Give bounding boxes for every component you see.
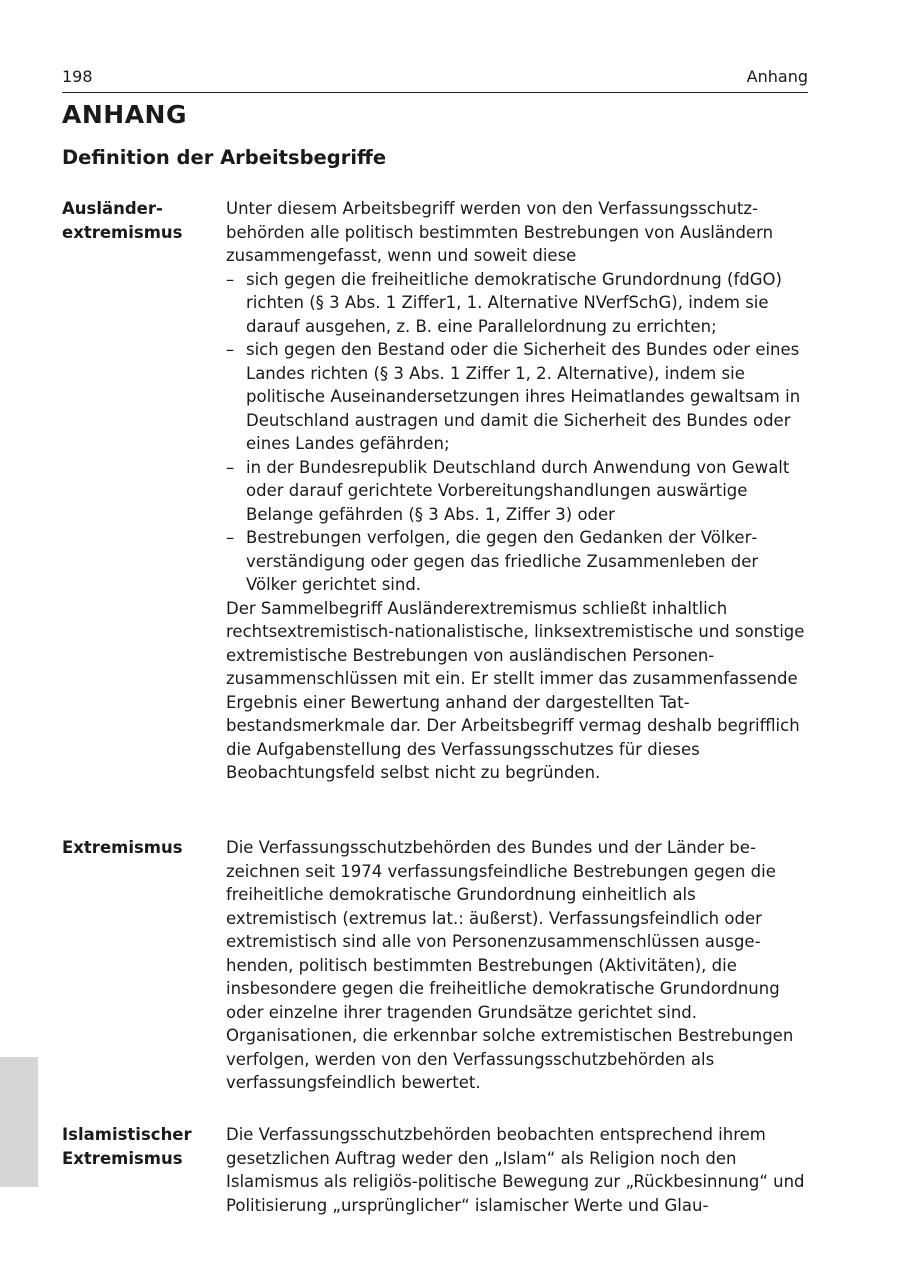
list-item xyxy=(226,456,808,527)
definition-text xyxy=(226,197,808,785)
section-heading: Definition der Arbeitsbegriffe xyxy=(62,146,387,169)
header-rule xyxy=(62,92,808,93)
list-item-text: in der Bundesrepublik Deutschland durch Anwendung von Gewalt oder darauf gerichtete Vorbereitungshandlungen auswärtige Belange gefährden (§ 3 Abs. 1, Ziffer 3) oder xyxy=(246,457,790,524)
definition-text xyxy=(226,1123,808,1217)
chapter-thumb-tab xyxy=(0,1057,38,1187)
definition-body: Die Verfassungsschutzbehörden des Bundes und der Länder bezeichnen seit 1974 verfassungsfeindliche Bestrebungen gegen die freiheitliche demokratische Grundordnung einheitlich als extremistisch (extremus lat.: äußerst). Verfassungsfeindlich oder extremistisch sind alle von Personenzusammenschlüssen ausgehenden, politisch bestimmten Bestrebungen (Aktivitäten), die insbesondere gegen die freiheitliche demokratische Grundordnung oder einzelne ihrer tragenden Grundsätze gerichtet sind. Organisationen, die erkennbar solche extremistischen Bestrebungen verfolgen, werden von den Verfassungsschutzbehörden als verfassungsfeindlich bewertet. xyxy=(226,838,794,1092)
running-head xyxy=(62,67,808,89)
term-line: Extremismus xyxy=(62,838,183,857)
running-title: Anhang xyxy=(746,67,808,86)
term-line: Islamistischer xyxy=(62,1125,192,1144)
term-label xyxy=(62,836,222,860)
bullet-dash: – xyxy=(226,528,235,547)
list-item xyxy=(226,268,808,339)
list-item-text: sich gegen die freiheitliche demokratische Grundordnung (fdGO) richten (§ 3 Abs. 1 Ziffer1, 1. Alternative NVerfSchG), indem sie darauf ausgehen, z. B. eine Parallelordnung zu errichten; xyxy=(246,269,782,336)
list-item-text: Bestrebungen verfolgen, die gegen den Gedanken der Völkerverständigung oder gegen das friedliche Zusammenleben der Völker gerichtet sind. xyxy=(246,528,759,594)
bullet-dash: – xyxy=(226,340,235,359)
bullet-dash: – xyxy=(226,457,235,477)
page-number: 198 xyxy=(62,67,93,86)
term-line: Ausländer- xyxy=(62,199,163,218)
term-label xyxy=(62,1123,222,1170)
term-label xyxy=(62,197,222,244)
page-title: ANHANG xyxy=(62,100,187,129)
list-item-text: sich gegen den Bestand oder die Sicherheit des Bundes oder eines Landes richten (§ 3 Abs. 1 Ziffer 1, 2. Alternative), indem sie politische Auseinandersetzungen ihres Heimatlandes gewaltsam in Deutschland austragen und damit die Sicherheit des Bundes oder eines Landes gefährden; xyxy=(246,340,801,453)
bullet-dash: – xyxy=(226,269,235,289)
criteria-list xyxy=(226,268,808,597)
definition-text xyxy=(226,836,808,1095)
term-line: Extremismus xyxy=(62,1148,183,1168)
definition-body: Die Verfassungsschutzbehörden beobachten entsprechend ihrem gesetzlichen Auftrag weder den „Islam“ als Religion noch den Islamismus als religiös-politische Bewegung zur „Rückbesinnung“ und Politisierung „ursprünglicher“ islamischer Werte und Glau- xyxy=(226,1125,805,1215)
definition-intro: Unter diesem Arbeitsbegriff werden von den Verfassungsschutzbehörden alle politisch bestimmten Bestrebungen von Ausländern zusammengefasst, wenn und soweit diese xyxy=(226,199,774,265)
definition-body: Der Sammelbegriff Ausländerextremismus schließt inhaltlich rechtsextremistisch-nationalistische, linksextremistische und sonstige extremistische Bestrebungen von ausländischen Personenzusammenschlüssen mit ein. Er stellt immer das zusammenfassende Ergebnis einer Bewertung anhand der dargestellten Tatbestandsmerkmale dar. Der Arbeitsbegriff vermag deshalb begrifflich die Aufgabenstellung des Verfassungsschutzes für dieses Beobachtungsfeld selbst nicht zu begründen. xyxy=(226,598,805,782)
list-item xyxy=(226,338,808,456)
list-item xyxy=(226,526,808,597)
term-line: extremismus xyxy=(62,222,183,242)
